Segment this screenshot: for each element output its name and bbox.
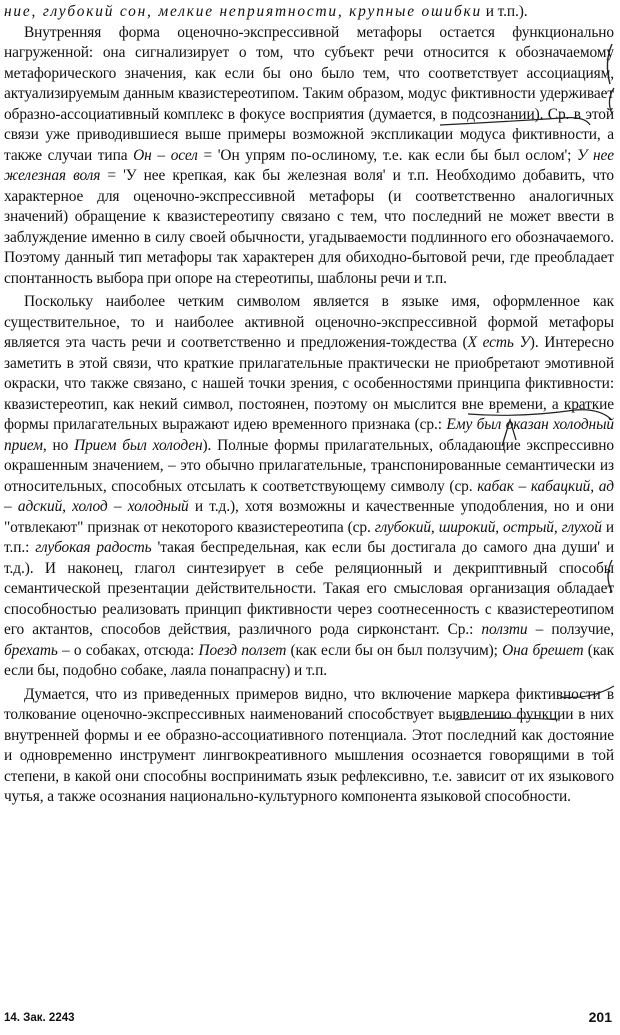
paragraph-3-text-c: ). Интересно заметить в этой связи, что краткие прилагательные практически не приобретают эмотивной окраски, что также связано, с нашей точки зрения, с особенностями принципа фиктивности: квазистереотип, как некий символ, постоянен, поэтому он мыслится вне времени, а краткие формы прилагательных выражают идею временного признака (ср.: <box>4 334 614 433</box>
paragraph-3-italic-t: Она брешет <box>502 641 584 659</box>
paragraph-2 <box>4 23 614 290</box>
paragraph-1-text: и т.п.). <box>481 3 528 20</box>
paragraph-3-italic-r: Поезд ползет <box>198 641 287 659</box>
paragraph-3-italic-p: брехать <box>4 641 58 659</box>
paragraph-3-text-i: и т.д.), хотя возможны и качественные уподобления, но и они "отвлекают" признак от некоторого квазистереотипа (ср. <box>4 498 614 536</box>
paragraph-1 <box>4 2 614 23</box>
paragraph-3-text-m: 'такая беспредельная, как если бы достигала до самого дна души' и т.д.). И наконец, глагол синтезирует в себе реляционный и декриптивный способы семантической презентации действительности. Такая его смысловая организация обладает способностью реализовать принцип фиктивности через соотнесенность с квазистереотипом его актантов, способов действия, различного рода сирконстант. Ср.: <box>4 539 614 638</box>
paragraph-1-italic: ние, глубокий сон, мелкие неприятности, крупные ошибки <box>4 3 482 20</box>
paragraph-2-text-a: Внутренняя форма оценочно-экспрессивной метафоры остается функционально нагруженной: она сигнализирует о том, что субъект речи относится к обозначаемому метафорического значения, как если бы оно было тем, что соответствует ассоциациям, актуализируемым данным квазистереотипом. Таким образом, модус фиктивности удерживает образно-ассоциативный комплекс в фокусе восприятия (думается, в подсознании). Ср. в этой связи уже приводившиеся выше примеры возможной экспликации модуса фиктивности, а также случаи типа <box>4 23 614 164</box>
paragraph-3-text-e: , но <box>42 436 75 454</box>
paragraph-3-italic-h: кабак – кабацкий, ад – адский, холод – холодный <box>4 477 614 515</box>
paragraph-3-italic-d: Ему был оказан холодный прием <box>4 416 615 454</box>
paragraph-3-text-u: (как если бы, подобно собаке, лаяла понапрасну) и т.п. <box>4 641 615 679</box>
paragraph-3-text-o: – ползучие, <box>527 621 614 638</box>
paragraph-3-text-s: (как если бы он был ползучим); <box>286 641 503 659</box>
paragraph-3-italic-n: ползти <box>481 621 528 638</box>
paragraph-3-italic-b: X есть У <box>467 334 530 351</box>
paragraph-2-text-e: = 'У нее крепкая, как бы железная воля' и т.п. Необходимо добавить, что характерное для оценочно-экспрессивной метафоры (и соответственно аналогичных значений) обращение к квазистереотипу связано с тем, что последний не может ввести в заблуждение именно в силу своей обычности, угадываемости подлинного его обозначаемого. Поэтому данный тип метафоры так характерен для обиходно-бытовой речи, где преобладает спонтанность выбора при опоре на стереотипы, шаблоны речи и т.п. <box>4 167 614 287</box>
paragraph-3-italic-j: глубокий, широкий, острый, глухой <box>374 518 602 536</box>
paragraph-2-text-c: = 'Он упрям по-ослиному, т.е. как если бы был ослом'; <box>197 146 578 164</box>
paragraph-2-italic-b: Он – осел <box>133 146 198 164</box>
paragraph-3-text-k: и т.п.: <box>4 518 614 556</box>
paragraph-4 <box>4 685 614 808</box>
print-signature: 14. Зак. 2243 <box>4 1012 75 1024</box>
paragraph-3-text-q: – о собаках, отсюда: <box>57 641 199 659</box>
text-column <box>4 2 614 808</box>
paragraph-3-italic-l: глубокая радость <box>35 539 152 556</box>
paragraph-4-text: Думается, что из приведенных примеров видно, что включение маркера фиктивности в толкование оценочно-экспрессивных наименований способствует выявлению функции в них внутренней формы и ее образно-ассоциативного потенциала. Этот последний как достояние и одновременно инструмент лингвокреативного мышления осознается говорящими в той степени, в какой они способны воспринимать язык рефлексивно, т.е. зависит от их языкового чутья, а также осознания национально-культурного компонента языковой способности. <box>4 685 614 805</box>
page-footer <box>4 1009 614 1032</box>
paragraph-3 <box>4 292 614 682</box>
paragraph-3-text-a: Поскольку наиболее четким символом является в языке имя, оформленное как существительное, то и наиболее активной оценочно-экспрессивной формой метафоры является эта часть речи и соответственно и предложения-тождества ( <box>4 293 614 351</box>
paragraph-3-text-g: ). Полные формы прилагательных, обладающие экспрессивно окрашенным значением, – это обычно прилагательные, транспонированные семантически из относительных, способных отсылать к соответствующему символу (ср. <box>4 436 614 495</box>
paragraph-3-italic-f: Прием был холоден <box>74 436 203 454</box>
page-number: 201 <box>588 1009 612 1025</box>
paragraph-2-italic-d: У нее железная воля <box>4 146 614 184</box>
